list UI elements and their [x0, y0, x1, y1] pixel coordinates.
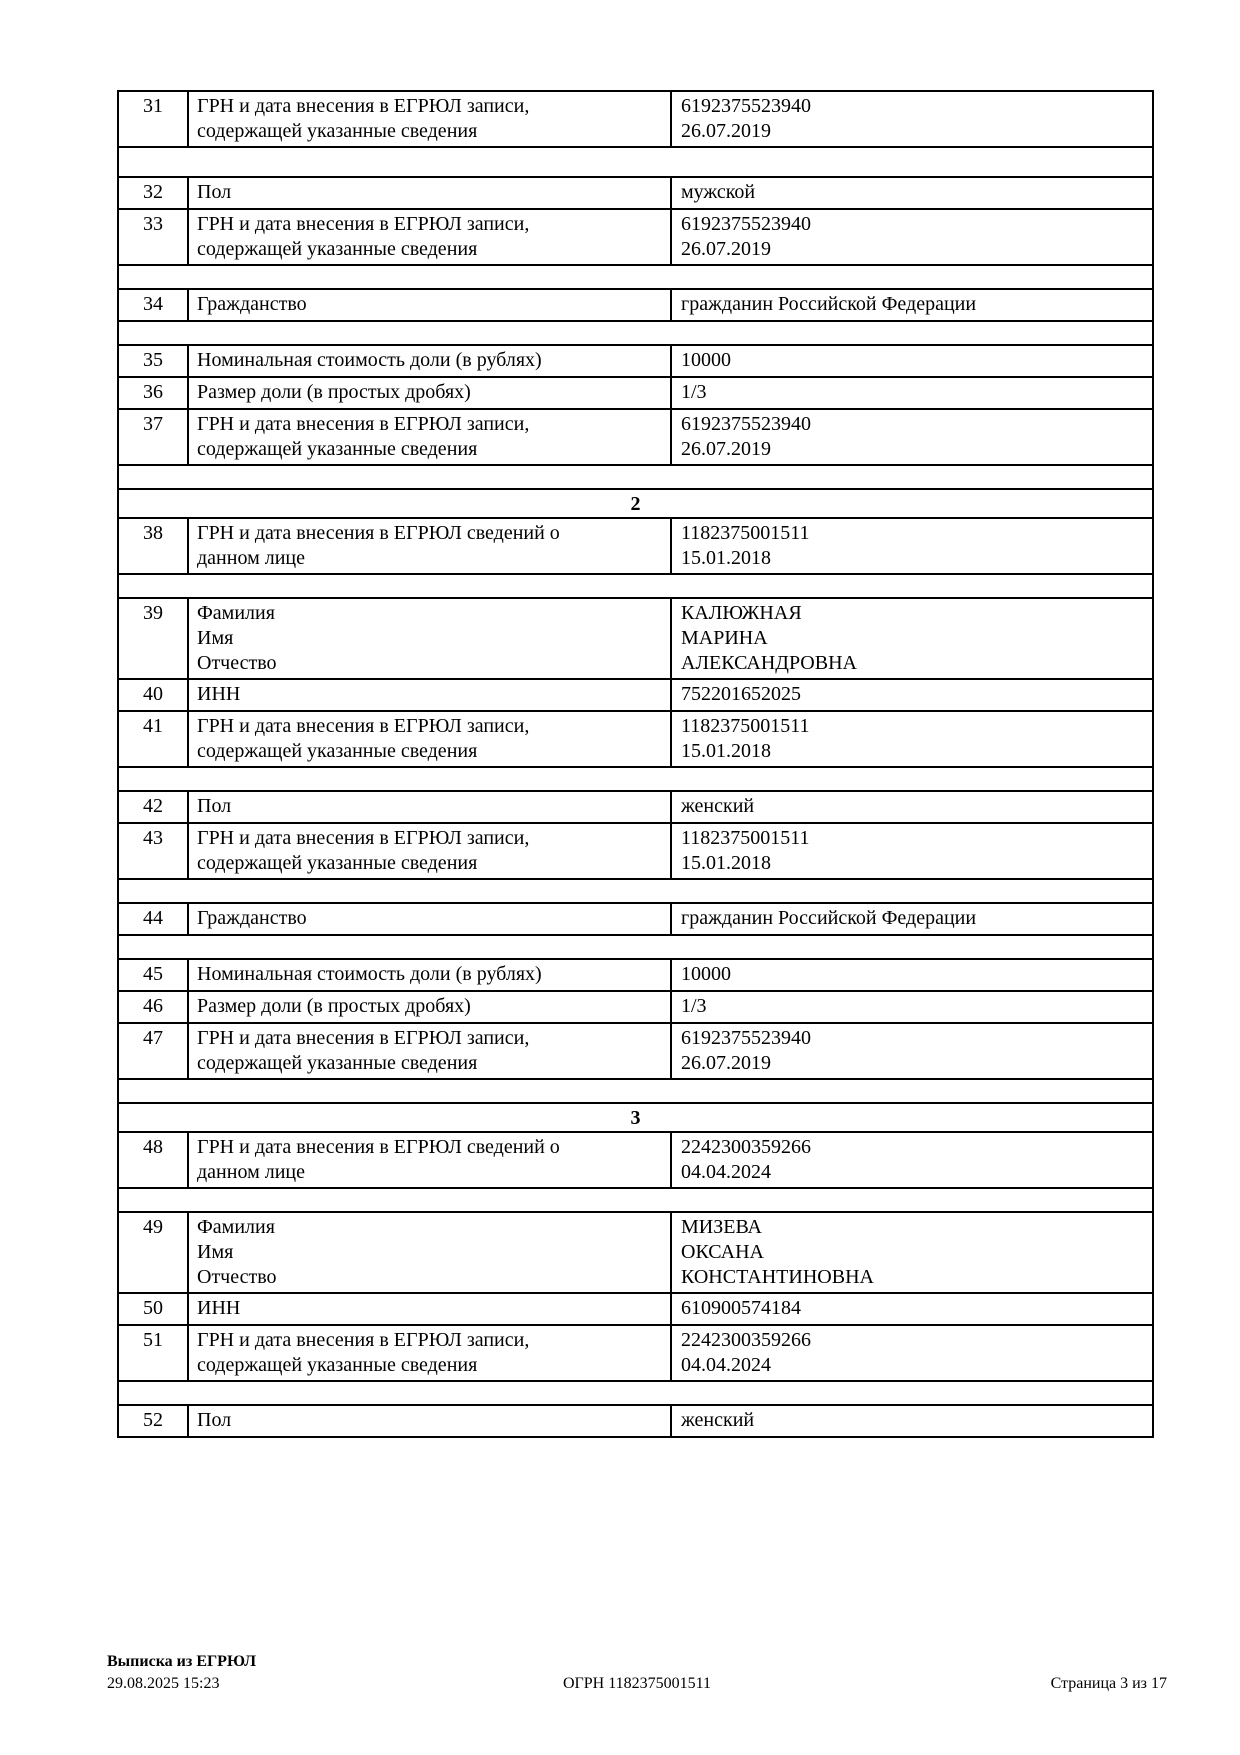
field-label-cell [188, 377, 671, 409]
spacer-row [118, 265, 1153, 289]
field-label-cell [188, 345, 671, 377]
label-line: ИНН [197, 683, 241, 705]
table-row [118, 959, 1153, 991]
field-label-cell [188, 289, 671, 321]
table-row [118, 289, 1153, 321]
row-number-cell: 39 [118, 598, 188, 679]
row-number-cell: 32 [118, 177, 188, 209]
field-value-cell [671, 91, 1153, 147]
field-label-cell [188, 711, 671, 767]
value-line: МИЗЕВА [681, 1216, 762, 1238]
field-label-cell [188, 991, 671, 1023]
label-line: Гражданство [197, 907, 307, 929]
row-number-cell: 47 [118, 1023, 188, 1079]
row-number-cell: 49 [118, 1212, 188, 1293]
label-line: содержащей указанные сведения [197, 1052, 478, 1074]
field-value-cell [671, 409, 1153, 465]
table-row [118, 1325, 1153, 1381]
table-row [118, 823, 1153, 879]
row-number-cell: 34 [118, 289, 188, 321]
field-label-cell [188, 791, 671, 823]
value-line: 1182375001511 [681, 715, 810, 737]
label-line: Отчество [197, 652, 277, 674]
spacer-cell [118, 767, 1153, 791]
label-line: ИНН [197, 1297, 241, 1319]
label-line: ГРН и дата внесения в ЕГРЮЛ записи, [197, 1027, 530, 1049]
field-label-cell [188, 823, 671, 879]
value-line: 26.07.2019 [681, 1052, 771, 1074]
field-label-cell [188, 1212, 671, 1293]
field-label-cell [188, 1325, 671, 1381]
spacer-row [118, 1188, 1153, 1212]
value-line: КОНСТАНТИНОВНА [681, 1266, 874, 1288]
spacer-row [118, 147, 1153, 177]
row-number-cell: 38 [118, 518, 188, 574]
field-value-cell [671, 377, 1153, 409]
spacer-row [118, 767, 1153, 791]
field-value-cell [671, 903, 1153, 935]
value-line: женский [681, 1409, 755, 1431]
label-line: данном лице [197, 1161, 305, 1183]
label-line: ГРН и дата внесения в ЕГРЮЛ записи, [197, 1329, 530, 1351]
row-number-cell: 46 [118, 991, 188, 1023]
label-line: Пол [197, 795, 232, 817]
table-row [118, 679, 1153, 711]
label-line: Фамилия [197, 602, 275, 624]
row-number-cell: 33 [118, 209, 188, 265]
spacer-row [118, 1079, 1153, 1103]
section-number: 3 [118, 1103, 1153, 1132]
value-line: гражданин Российской Федерации [681, 907, 977, 929]
field-label-cell [188, 409, 671, 465]
spacer-cell [118, 265, 1153, 289]
label-line: Гражданство [197, 293, 307, 315]
field-value-cell [671, 1023, 1153, 1079]
value-line: 1/3 [681, 381, 707, 403]
footer-datetime: 29.08.2025 15:23 [107, 1675, 220, 1692]
value-line: мужской [681, 181, 756, 203]
field-label-cell [188, 598, 671, 679]
field-label-cell [188, 177, 671, 209]
field-label-cell [188, 209, 671, 265]
table-row [118, 1023, 1153, 1079]
field-value-cell [671, 598, 1153, 679]
value-line: 2242300359266 [681, 1136, 811, 1158]
field-value-cell [671, 1325, 1153, 1381]
field-value-cell [671, 1293, 1153, 1325]
value-line: МАРИНА [681, 627, 768, 649]
label-line: содержащей указанные сведения [197, 120, 478, 142]
value-line: 15.01.2018 [681, 852, 771, 874]
label-line: Номинальная стоимость доли (в рублях) [197, 963, 542, 985]
footer-line [107, 1674, 1167, 1694]
spacer-cell [118, 935, 1153, 959]
row-number-cell: 45 [118, 959, 188, 991]
table-row [118, 598, 1153, 679]
label-line: Отчество [197, 1266, 277, 1288]
value-line: 6192375523940 [681, 1027, 811, 1049]
row-number-cell: 36 [118, 377, 188, 409]
label-line: Имя [197, 627, 234, 649]
spacer-cell [118, 879, 1153, 903]
row-number-cell: 43 [118, 823, 188, 879]
field-label-cell [188, 1023, 671, 1079]
label-line: содержащей указанные сведения [197, 438, 478, 460]
label-line: ГРН и дата внесения в ЕГРЮЛ записи, [197, 213, 530, 235]
table-row [118, 91, 1153, 147]
label-line: Пол [197, 181, 232, 203]
field-value-cell [671, 991, 1153, 1023]
field-value-cell [671, 823, 1153, 879]
spacer-cell [118, 574, 1153, 598]
label-line: ГРН и дата внесения в ЕГРЮЛ записи, [197, 95, 530, 117]
spacer-row [118, 879, 1153, 903]
value-line: 10000 [681, 963, 731, 985]
label-line: Пол [197, 1409, 232, 1431]
value-line: 15.01.2018 [681, 547, 771, 569]
table-row [118, 345, 1153, 377]
section-number: 2 [118, 489, 1153, 518]
value-line: 26.07.2019 [681, 120, 771, 142]
value-line: 26.07.2019 [681, 438, 771, 460]
value-line: 04.04.2024 [681, 1354, 771, 1376]
label-line: ГРН и дата внесения в ЕГРЮЛ сведений о [197, 1136, 560, 1158]
field-value-cell [671, 289, 1153, 321]
row-number-cell: 40 [118, 679, 188, 711]
row-number-cell: 44 [118, 903, 188, 935]
table-row [118, 1405, 1153, 1437]
label-line: ГРН и дата внесения в ЕГРЮЛ записи, [197, 715, 530, 737]
label-line: ГРН и дата внесения в ЕГРЮЛ записи, [197, 413, 530, 435]
spacer-cell [118, 465, 1153, 489]
value-line: 10000 [681, 349, 731, 371]
field-value-cell [671, 209, 1153, 265]
field-value-cell [671, 345, 1153, 377]
value-line: 26.07.2019 [681, 238, 771, 260]
row-number-cell: 37 [118, 409, 188, 465]
value-line: 15.01.2018 [681, 740, 771, 762]
table-row [118, 791, 1153, 823]
field-label-cell [188, 959, 671, 991]
row-number-cell: 35 [118, 345, 188, 377]
field-label-cell [188, 903, 671, 935]
table-row [118, 1132, 1153, 1188]
value-line: 1/3 [681, 995, 707, 1017]
table-row [118, 711, 1153, 767]
value-line: ОКСАНА [681, 1241, 764, 1263]
field-label-cell [188, 1132, 671, 1188]
section-header-row [118, 1103, 1153, 1132]
field-label-cell [188, 518, 671, 574]
spacer-row [118, 321, 1153, 345]
field-value-cell [671, 711, 1153, 767]
field-label-cell [188, 679, 671, 711]
table-row [118, 409, 1153, 465]
label-line: содержащей указанные сведения [197, 740, 478, 762]
field-label-cell [188, 1293, 671, 1325]
label-line: данном лице [197, 547, 305, 569]
footer-page-number: Страница 3 из 17 [1050, 1675, 1167, 1692]
field-value-cell [671, 791, 1153, 823]
table-row [118, 991, 1153, 1023]
field-label-cell [188, 91, 671, 147]
footer-ogrn: ОГРН 1182375001511 [562, 1675, 712, 1692]
label-line: содержащей указанные сведения [197, 852, 478, 874]
value-line: 1182375001511 [681, 522, 810, 544]
value-line: КАЛЮЖНАЯ [681, 602, 802, 624]
spacer-row [118, 465, 1153, 489]
value-line: 04.04.2024 [681, 1161, 771, 1183]
field-value-cell [671, 1212, 1153, 1293]
spacer-row [118, 935, 1153, 959]
row-number-cell: 41 [118, 711, 188, 767]
spacer-cell [118, 321, 1153, 345]
spacer-cell [118, 147, 1153, 177]
table-row [118, 377, 1153, 409]
row-number-cell: 50 [118, 1293, 188, 1325]
field-value-cell [671, 679, 1153, 711]
table-row [118, 177, 1153, 209]
table-row [118, 903, 1153, 935]
footer [107, 1652, 1167, 1694]
value-line: 6192375523940 [681, 213, 811, 235]
spacer-cell [118, 1381, 1153, 1405]
field-label-cell [188, 1405, 671, 1437]
label-line: Размер доли (в простых дробях) [197, 381, 471, 403]
label-line: содержащей указанные сведения [197, 238, 478, 260]
label-line: Имя [197, 1241, 234, 1263]
row-number-cell: 31 [118, 91, 188, 147]
value-line: 1182375001511 [681, 827, 810, 849]
label-line: Размер доли (в простых дробях) [197, 995, 471, 1017]
field-value-cell [671, 1405, 1153, 1437]
label-line: содержащей указанные сведения [197, 1354, 478, 1376]
value-line: 6192375523940 [681, 95, 811, 117]
table-row [118, 1212, 1153, 1293]
spacer-row [118, 574, 1153, 598]
value-line: 610900574184 [681, 1297, 801, 1319]
value-line: 2242300359266 [681, 1329, 811, 1351]
field-value-cell [671, 177, 1153, 209]
label-line: Фамилия [197, 1216, 275, 1238]
spacer-cell [118, 1188, 1153, 1212]
field-value-cell [671, 959, 1153, 991]
section-header-row [118, 489, 1153, 518]
table-row [118, 209, 1153, 265]
label-line: ГРН и дата внесения в ЕГРЮЛ записи, [197, 827, 530, 849]
row-number-cell: 42 [118, 791, 188, 823]
value-line: 752201652025 [681, 683, 801, 705]
table-row [118, 518, 1153, 574]
label-line: ГРН и дата внесения в ЕГРЮЛ сведений о [197, 522, 560, 544]
row-number-cell: 51 [118, 1325, 188, 1381]
egrul-table [117, 90, 1154, 1438]
value-line: АЛЕКСАНДРОВНА [681, 652, 857, 674]
spacer-row [118, 1381, 1153, 1405]
row-number-cell: 52 [118, 1405, 188, 1437]
spacer-cell [118, 1079, 1153, 1103]
row-number-cell: 48 [118, 1132, 188, 1188]
table-row [118, 1293, 1153, 1325]
footer-doc-title: Выписка из ЕГРЮЛ [107, 1653, 257, 1670]
value-line: 6192375523940 [681, 413, 811, 435]
field-value-cell [671, 1132, 1153, 1188]
label-line: Номинальная стоимость доли (в рублях) [197, 349, 542, 371]
value-line: женский [681, 795, 755, 817]
field-value-cell [671, 518, 1153, 574]
value-line: гражданин Российской Федерации [681, 293, 977, 315]
